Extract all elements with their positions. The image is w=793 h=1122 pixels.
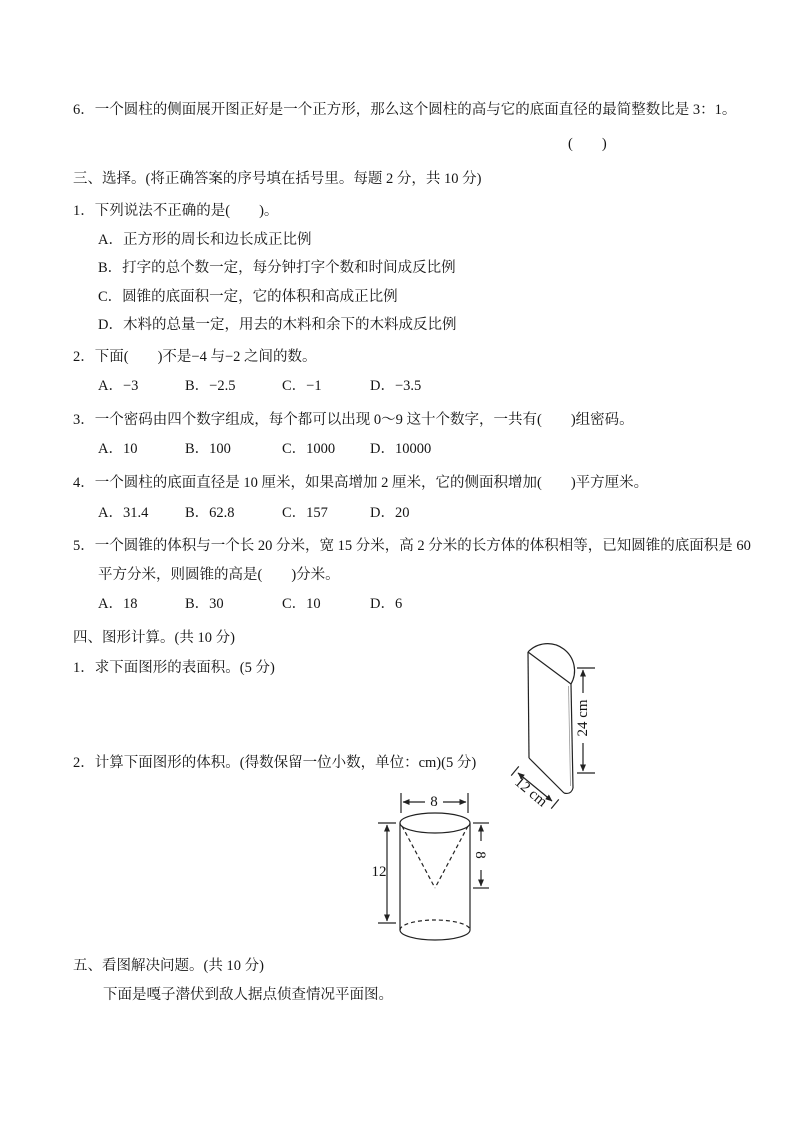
s3-q4-options bbox=[98, 505, 409, 522]
s3-q5-option-c: C．10 bbox=[282, 596, 321, 612]
cylinder-bottom-back-arc bbox=[400, 920, 470, 930]
half-cylinder-diameter-label: 12 cm bbox=[511, 774, 550, 811]
s5-intro-text: 下面是嘎子潜伏到敌人据点侦查情况平面图。 bbox=[103, 987, 393, 1003]
s3-q5-option-b: B．30 bbox=[185, 596, 224, 612]
half-cylinder-inner-edge bbox=[569, 686, 571, 786]
s3-q5-options bbox=[98, 596, 402, 613]
s3-q3-option-a: A．10 bbox=[98, 441, 138, 457]
s3-q1-option-c: C．圆锥的底面积一定，它的体积和高成正比例 bbox=[98, 289, 398, 305]
s3-q1-option-d: D．木料的总量一定，用去的木料和余下的木料成反比例 bbox=[98, 317, 457, 333]
s3-q2-option-d: D．−3.5 bbox=[370, 378, 422, 394]
s3-q5-option-d: D．6 bbox=[370, 596, 403, 612]
s3-question-5-line2: 平方分米，则圆锥的高是( )分米。 bbox=[98, 567, 340, 583]
s3-q2-option-c: C．−1 bbox=[282, 378, 322, 394]
s3-q2-option-b: B．−2.5 bbox=[185, 378, 236, 394]
half-cylinder-top-edge bbox=[528, 652, 571, 684]
s4-question-1-text: 1．求下面图形的表面积。(5 分) bbox=[73, 660, 275, 676]
section-5-title: 五、看图解决问题。(共 10 分) bbox=[73, 958, 264, 974]
half-cylinder-right-edge bbox=[571, 684, 573, 788]
dim-12-tick-start bbox=[511, 766, 519, 775]
cone-left-slant bbox=[402, 826, 435, 888]
figure-half-cylinder bbox=[488, 636, 606, 818]
s3-question-5-line1: 5．一个圆锥的体积与一个长 20 分米，宽 15 分米，高 2 分米的长方体的体积相等，已知圆锥的底面积是 60 bbox=[73, 538, 751, 554]
figure-cylinder-cone bbox=[372, 788, 504, 950]
cylinder-top-ellipse bbox=[400, 813, 470, 833]
dim-12-tick-end bbox=[551, 799, 559, 808]
s3-q4-option-c: C．157 bbox=[282, 505, 328, 521]
s3-q3-option-d: D．10000 bbox=[370, 441, 432, 457]
s3-q3-option-c: C．1000 bbox=[282, 441, 336, 457]
s3-question-3-text: 3．一个密码由四个数字组成，每个都可以出现 0～9 这十个数字，一共有( )组密码。 bbox=[73, 412, 634, 428]
s3-q5-option-a: A．18 bbox=[98, 596, 138, 612]
s3-q2-options bbox=[98, 378, 421, 395]
s3-q3-options bbox=[98, 441, 431, 458]
question-6-answer-blank: ( ) bbox=[568, 136, 607, 152]
s3-question-1-text: 1．下列说法不正确的是( )。 bbox=[73, 203, 279, 219]
section-3-title: 三、选择。(将正确答案的序号填在括号里。每题 2 分，共 10 分) bbox=[73, 171, 482, 187]
half-cylinder-left-edge bbox=[528, 652, 529, 758]
s3-q1-option-b: B．打字的总个数一定，每分钟打字个数和时间成反比例 bbox=[98, 260, 456, 276]
half-cylinder-top-arc bbox=[528, 644, 575, 684]
half-cylinder-bottom-arc bbox=[564, 788, 573, 793]
cone-right-slant bbox=[435, 826, 468, 888]
question-6-text: 6．一个圆柱的侧面展开图正好是一个正方形，那么这个圆柱的高与它的底面直径的最简整数比是 3：1。 bbox=[73, 102, 737, 118]
s3-question-2-text: 2．下面( )不是−4 与−2 之间的数。 bbox=[73, 349, 317, 365]
half-cylinder-height-label: 24 cm bbox=[575, 699, 591, 737]
s3-q1-option-a: A．正方形的周长和边长成正比例 bbox=[98, 232, 312, 248]
s3-q4-option-a: A．31.4 bbox=[98, 505, 149, 521]
s3-question-4-text: 4．一个圆柱的底面直径是 10 厘米，如果高增加 2 厘米，它的侧面积增加( )平方厘米。 bbox=[73, 475, 649, 491]
cylinder-height-label: 12 bbox=[372, 864, 387, 880]
s3-q4-option-b: B．62.8 bbox=[185, 505, 235, 521]
s4-question-2-text: 2．计算下面图形的体积。(得数保留一位小数，单位：cm)(5 分) bbox=[73, 755, 477, 771]
cone-height-label: 8 bbox=[472, 851, 488, 859]
s3-q4-option-d: D．20 bbox=[370, 505, 410, 521]
s3-q3-option-b: B．100 bbox=[185, 441, 231, 457]
s3-q2-option-a: A．−3 bbox=[98, 378, 139, 394]
cylinder-diameter-label: 8 bbox=[430, 794, 438, 810]
cylinder-bottom-front-arc bbox=[400, 930, 470, 940]
section-4-title: 四、图形计算。(共 10 分) bbox=[73, 630, 235, 646]
